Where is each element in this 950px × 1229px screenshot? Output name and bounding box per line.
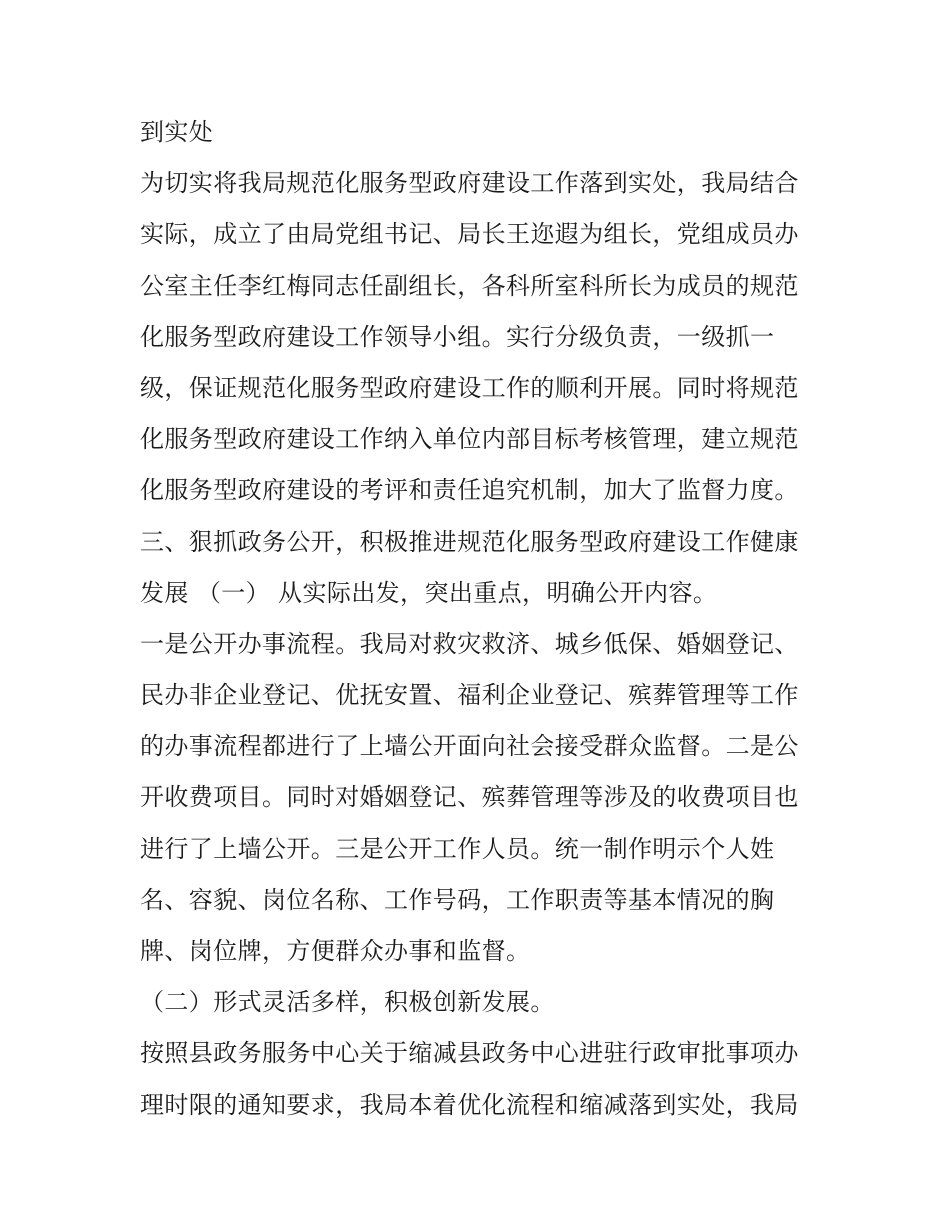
text-line-14: 开收费项目。同时对婚姻登记、殡葬管理等涉及的收费项目也 xyxy=(140,783,799,812)
text-line-16: 名、容貌、岗位名称、工作号码，工作职责等基本情况的胸 xyxy=(140,885,775,914)
subsection-heading-2: （二）形式灵活多样，积极创新发展。 xyxy=(140,988,555,1017)
text-line-20: 理时限的通知要求，我局本着优化流程和缩减落到实处，我局 xyxy=(140,1090,799,1119)
text-line-19: 按照县政务服务中心关于缩减县政务中心进驻行政审批事项办 xyxy=(140,1039,799,1068)
text-line-8: 化服务型政府建设的考评和责任追究机制，加大了监督力度。 xyxy=(140,476,799,505)
text-line-3: 实际，成立了由局党组书记、局长王迩遐为组长，党组成员办 xyxy=(140,220,799,249)
text-line-7: 化服务型政府建设工作纳入单位内部目标考核管理，建立规范 xyxy=(140,425,799,454)
subsection-heading-1: 发展 （一） 从实际出发，突出重点，明确公开内容。 xyxy=(140,578,718,607)
text-line-11: 一是公开办事流程。我局对救灾救济、城乡低保、婚姻登记、 xyxy=(140,629,799,658)
text-line-6: 级，保证规范化服务型政府建设工作的顺利开展。同时将规范 xyxy=(140,373,799,402)
text-line-5: 化服务型政府建设工作领导小组。实行分级负责，一级抓一 xyxy=(140,322,775,351)
text-line-13: 的办事流程都进行了上墙公开面向社会接受群众监督。二是公 xyxy=(140,732,799,761)
text-line-17: 牌、岗位牌，方便群众办事和监督。 xyxy=(140,937,531,965)
section-heading-3: 三、狠抓政务公开，积极推进规范化服务型政府建设工作健康 xyxy=(140,527,799,556)
text-line-15: 进行了上墙公开。三是公开工作人员。统一制作明示个人姓 xyxy=(140,834,775,863)
text-line-4: 公室主任李红梅同志任副组长，各科所室科所长为成员的规范 xyxy=(140,271,799,300)
text-line-12: 民办非企业登记、优抚安置、福利企业登记、殡葬管理等工作 xyxy=(140,681,799,710)
text-line-1: 到实处 xyxy=(140,118,214,146)
document-body xyxy=(140,107,820,1131)
text-line-2: 为切实将我局规范化服务型政府建设工作落到实处，我局结合 xyxy=(140,169,799,198)
